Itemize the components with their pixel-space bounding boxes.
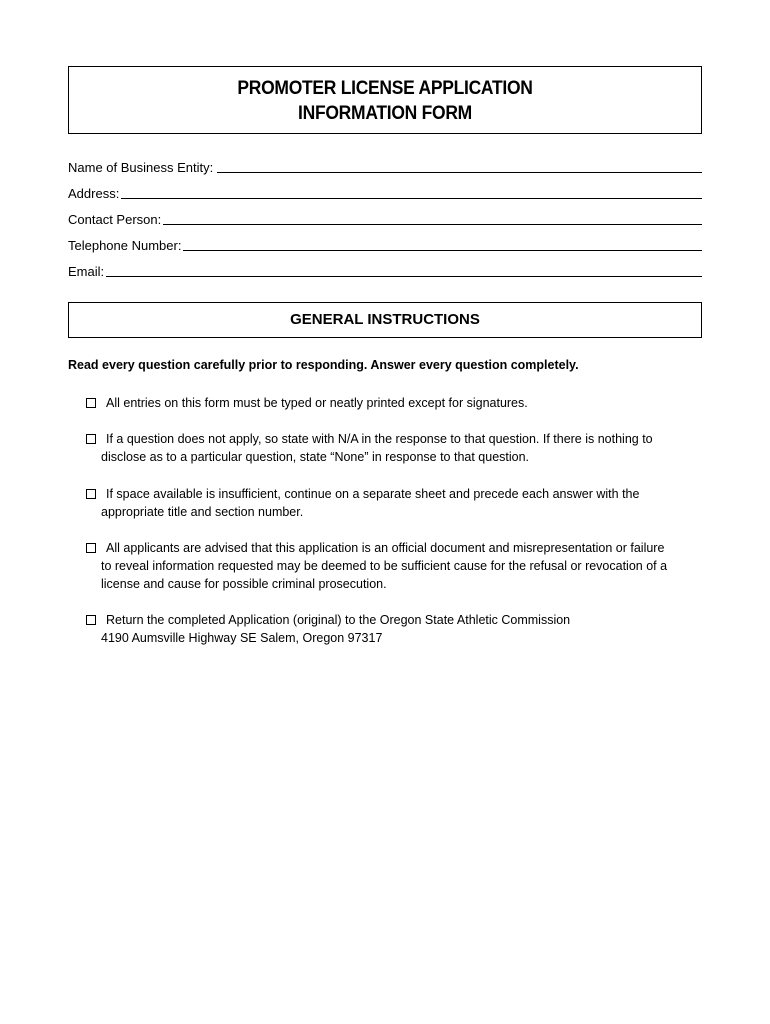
checkbox-icon[interactable] — [86, 398, 96, 408]
instruction-item-4-line2: to reveal information requested may be deemed to be sufficient cause for the refusal or revocation of a — [101, 559, 668, 573]
checkbox-icon[interactable] — [86, 489, 96, 499]
instruction-item-2-line2: disclose as to a particular question, state “None” in response to that question. — [101, 450, 530, 464]
instruction-item-5-address: 4190 Aumsville Highway SE Salem, Oregon 97317 — [101, 631, 383, 645]
checkbox-icon[interactable] — [86, 434, 96, 444]
telephone-input-line[interactable] — [183, 250, 702, 251]
address-input-line[interactable] — [121, 198, 702, 199]
business-entity-input-line[interactable] — [217, 172, 702, 173]
instruction-item-1 — [86, 394, 686, 412]
instruction-item-4-line3: license and cause for possible criminal prosecution. — [101, 577, 387, 591]
instruction-item-5-line1: Return the completed Application (original) to the Oregon State Athletic Commission — [106, 613, 571, 627]
address-field[interactable] — [68, 182, 702, 202]
checkbox-icon[interactable] — [86, 543, 96, 553]
instruction-item-4-line1: All applicants are advised that this application is an official document and misrepresentation or failure — [106, 541, 665, 555]
instruction-item-2 — [86, 430, 686, 466]
instruction-item-1-text: All entries on this form must be typed or neatly printed except for signatures. — [106, 396, 528, 410]
checkbox-icon[interactable] — [86, 615, 96, 625]
instruction-item-4 — [86, 539, 686, 593]
instructions-lead: Read every question carefully prior to responding. Answer every question completely. — [68, 358, 579, 372]
instruction-item-2-line1: If a question does not apply, so state with N/A in the response to that question. If there is nothing to — [106, 432, 653, 446]
general-instructions-heading: GENERAL INSTRUCTIONS — [68, 302, 702, 338]
telephone-field[interactable] — [68, 234, 702, 254]
address-label: Address: — [68, 186, 120, 201]
instruction-item-3-line2: appropriate title and section number. — [101, 505, 304, 519]
business-entity-field[interactable] — [68, 156, 702, 176]
email-input-line[interactable] — [106, 276, 702, 277]
instruction-item-3 — [86, 485, 686, 521]
instruction-item-5 — [86, 611, 686, 647]
contact-person-label: Contact Person: — [68, 212, 162, 227]
form-title-line1: PROMOTER LICENSE APPLICATION — [237, 78, 533, 99]
instruction-item-3-line1: If space available is insufficient, continue on a separate sheet and precede each answer with the — [106, 487, 640, 501]
email-field[interactable] — [68, 260, 702, 280]
contact-person-field[interactable] — [68, 208, 702, 228]
email-label: Email: — [68, 264, 105, 279]
form-title-line2: INFORMATION FORM — [298, 103, 472, 124]
form-title-box — [68, 66, 702, 134]
business-entity-label: Name of Business Entity: — [68, 160, 214, 175]
contact-person-input-line[interactable] — [163, 224, 702, 225]
telephone-label: Telephone Number: — [68, 238, 182, 253]
